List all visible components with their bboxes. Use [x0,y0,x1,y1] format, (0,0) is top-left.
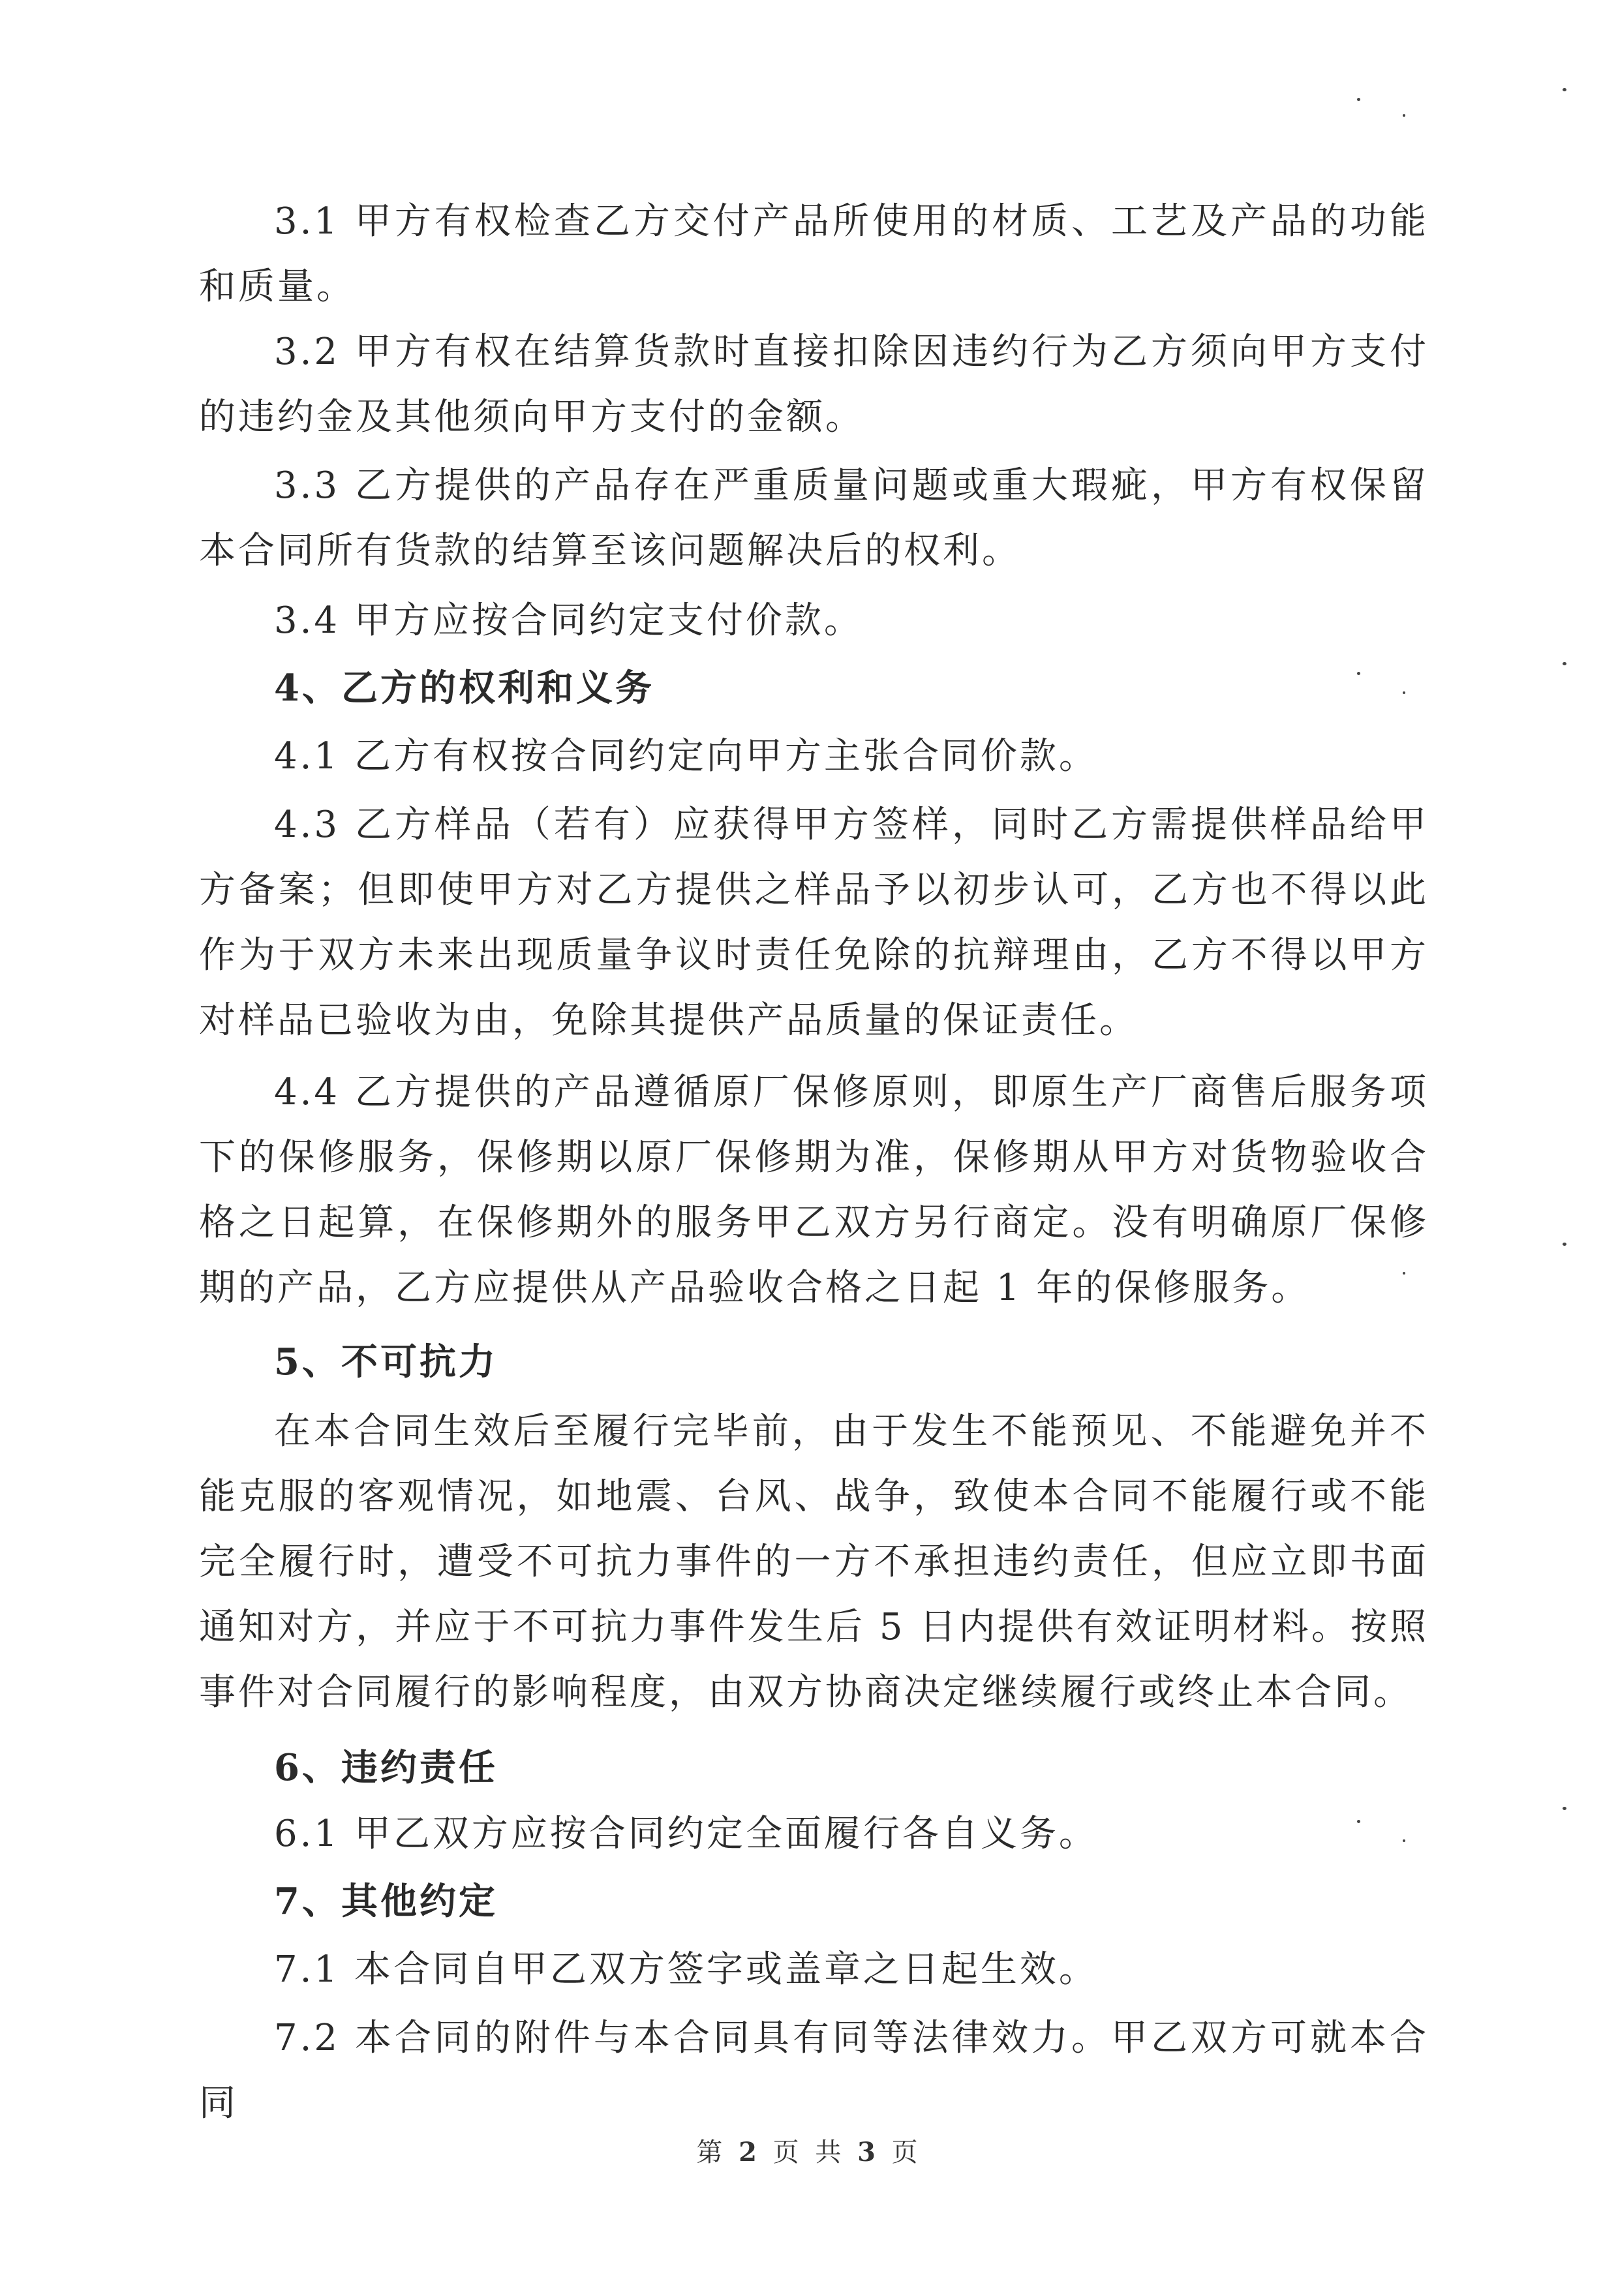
scan-speck [1563,1807,1566,1810]
clause-4-1: 4.1 乙方有权按合同约定向甲方主张合同价款。 [274,735,1098,778]
scan-speck [1357,672,1360,675]
scan-speck [1563,88,1566,91]
scan-speck [1403,691,1405,694]
scan-speck [1563,1243,1566,1246]
clause-3-3: 3.3 乙方提供的产品存在严重质量问题或重大瑕疵，甲方有权保留本合同所有货款的结算至该问题解决后的权利。 [199,464,1429,572]
section-4-heading: 4、乙方的权利和义务 [274,667,654,710]
clause-6-1: 6.1 甲乙双方应按合同约定全面履行各自义务。 [274,1813,1098,1855]
footer-prefix: 第 [696,2137,727,2168]
clause-3-1: 3.1 甲方有权检查乙方交付产品所使用的材质、工艺及产品的功能和质量。 [199,200,1429,308]
footer-total-pages: 3 [857,2137,879,2168]
clause-4-4: 4.4 乙方提供的产品遵循原厂保修原则，即原生产厂商售后服务项下的保修服务，保修期以原厂保修期为准，保修期从甲方对货物验收合格之日起算，在保修期外的服务甲乙双方另行商定。没有明确原厂保修期的产品，乙方应提供从产品验收合格之日起 1 年的保修服务。 [199,1071,1429,1309]
section-5-heading: 5、不可抗力 [274,1340,498,1383]
scan-speck [1403,1839,1405,1842]
clause-3-4: 3.4 甲方应按合同约定支付价款。 [274,599,863,642]
section-6-heading: 6、违约责任 [274,1746,498,1789]
scan-speck [1357,1820,1360,1823]
footer-middle: 页 共 [772,2137,846,2168]
clause-5: 在本合同生效后至履行完毕前，由于发生不能预见、不能避免并不能克服的客观情况，如地震、台风、战争，致使本合同不能履行或不能完全履行时，遭受不可抗力事件的一方不承担违约责任，但应立即书面通知对方，并应于不可抗力事件发生后 5 日内提供有效证明材料。按照事件对合同履行的影响程度，由双方协商决定继续履行或终止本合同。 [199,1410,1429,1714]
scan-speck [1403,1272,1405,1275]
footer-page-number: 2 [739,2137,761,2168]
section-7-heading: 7、其他约定 [274,1880,498,1923]
clause-7-1: 7.1 本合同自甲乙双方签字或盖章之日起生效。 [274,1948,1098,1991]
clause-3-2: 3.2 甲方有权在结算货款时直接扣除因违约行为乙方须向甲方支付的违约金及其他须向甲方支付的金额。 [199,331,1429,438]
clause-7-2: 7.2 本合同的附件与本合同具有同等法律效力。甲乙双方可就本合同 [199,2017,1429,2124]
scan-speck [1403,114,1405,117]
scan-speck [1563,662,1566,665]
clause-4-3: 4.3 乙方样品（若有）应获得甲方签样，同时乙方需提供样品给甲方备案；但即使甲方对乙方提供之样品予以初步认可，乙方也不得以此作为于双方未来出现质量争议时责任免除的抗辩理由，乙方不得以甲方对样品已验收为由，免除其提供产品质量的保证责任。 [199,804,1429,1042]
footer-suffix: 页 [891,2137,922,2168]
page-footer [0,2132,1618,2169]
scan-speck [1357,98,1360,101]
